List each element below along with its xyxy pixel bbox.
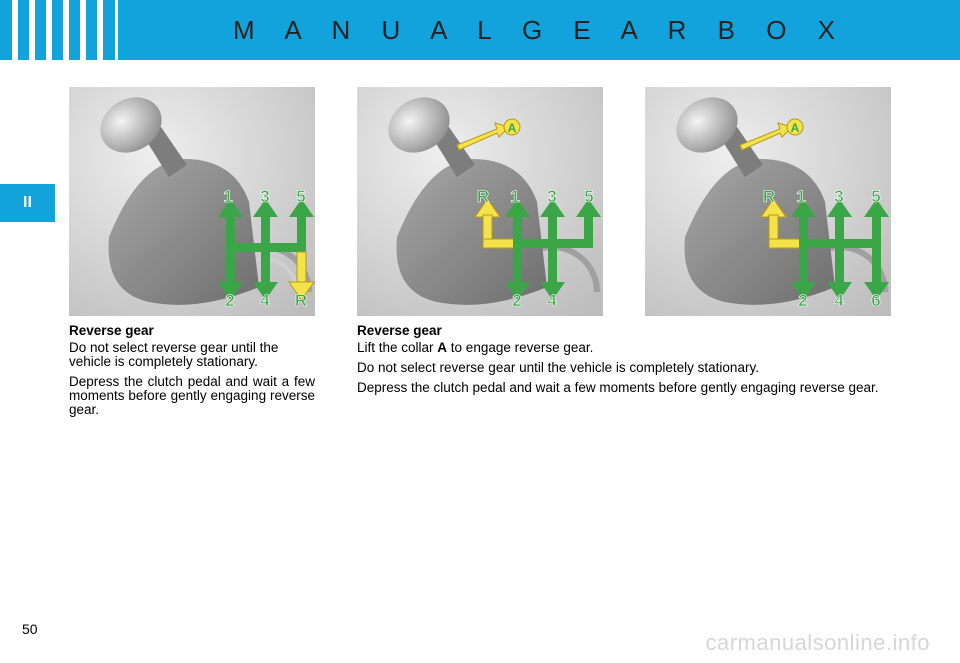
gear-label: 6 bbox=[871, 291, 881, 310]
paragraph: Do not select reverse gear until the vehicle is completely stationary. bbox=[357, 360, 759, 375]
gear-label: 3 bbox=[547, 187, 557, 206]
paragraph: Depress the clutch pedal and wait a few moments before gently engaging reverse gear. bbox=[357, 380, 879, 395]
gear-label: R bbox=[476, 187, 490, 206]
collar-reference: A bbox=[437, 340, 448, 355]
gear-label: 3 bbox=[834, 187, 844, 206]
gear-label: 2 bbox=[225, 291, 235, 310]
section-tab: II bbox=[0, 184, 55, 222]
gear-label: 3 bbox=[260, 187, 270, 206]
header-stripe bbox=[46, 0, 52, 60]
paragraph: Do not select reverse gear until the vehicle is completely stationary. bbox=[69, 340, 279, 369]
header-stripe bbox=[63, 0, 69, 60]
section-heading: Reverse gear bbox=[69, 323, 154, 338]
gear-label: R bbox=[762, 187, 776, 206]
paragraph bbox=[357, 341, 891, 355]
header-bar bbox=[0, 0, 960, 60]
header-stripe bbox=[29, 0, 35, 60]
right-text-block bbox=[357, 324, 891, 401]
header-stripe bbox=[12, 0, 18, 60]
gear-label: 1 bbox=[223, 187, 233, 206]
figure-gear-pattern-1 bbox=[69, 87, 315, 316]
gear-label: 5 bbox=[296, 187, 306, 206]
gear-label: 4 bbox=[260, 291, 270, 310]
gear-label: 1 bbox=[796, 187, 806, 206]
gear-label: 5 bbox=[584, 187, 594, 206]
text-run: Lift the collar bbox=[357, 340, 438, 355]
collar-label: A bbox=[507, 121, 517, 135]
page-number: 50 bbox=[22, 621, 38, 637]
collar-label: A bbox=[790, 121, 800, 135]
page-title: M A N U A L G E A R B O X bbox=[232, 15, 848, 45]
header-stripe bbox=[115, 0, 118, 60]
gear-label: 2 bbox=[512, 291, 522, 310]
header-stripe bbox=[80, 0, 86, 60]
gear-label: 4 bbox=[547, 291, 557, 310]
header-stripe bbox=[97, 0, 103, 60]
watermark: carmanualsonline.info bbox=[705, 630, 930, 655]
gear-label: R bbox=[294, 291, 308, 310]
gear-label: 5 bbox=[871, 187, 881, 206]
text-run: to engage reverse gear. bbox=[447, 340, 594, 355]
figure-gear-pattern-3 bbox=[645, 87, 891, 316]
gear-label: 2 bbox=[798, 291, 808, 310]
paragraph: Depress the clutch pedal and wait a few moments before gently engaging reverse gear. bbox=[69, 374, 315, 417]
gear-label: 4 bbox=[834, 291, 844, 310]
left-text-block bbox=[69, 324, 315, 423]
section-heading: Reverse gear bbox=[357, 323, 442, 338]
gear-label: 1 bbox=[510, 187, 520, 206]
figure-gear-pattern-2 bbox=[357, 87, 603, 316]
